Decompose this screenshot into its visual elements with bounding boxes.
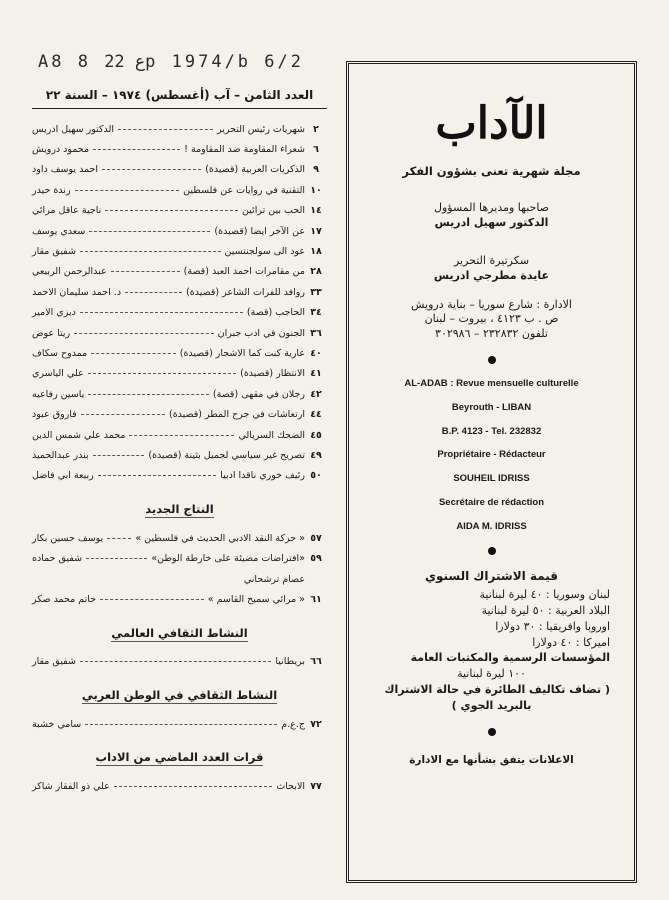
leader-dots: [74, 333, 214, 334]
toc-row: [32, 425, 327, 445]
leader-dots: [107, 538, 131, 539]
article-title: رجلان في مقهى (قصة): [212, 388, 305, 400]
toc-row: [32, 384, 327, 404]
article-author: شفيق حماده: [32, 553, 83, 565]
toc-row: [32, 303, 327, 323]
leader-dots: [114, 786, 272, 787]
latin-block: [349, 378, 634, 533]
leader-dots: [81, 414, 165, 415]
toc-row: [32, 445, 327, 465]
article-title: « مرائي سميح القاسم »: [207, 593, 305, 605]
article-title: شعراء المقاومة ضد المقاومة !: [184, 144, 305, 156]
ads-note: الاعلانات يتفق بشأنها مع الادارة: [409, 754, 574, 767]
owner-name: الدكتور سهيل ادريس: [434, 216, 549, 230]
article-title: ج.ع.م: [281, 718, 305, 730]
leader-dots: [75, 190, 180, 191]
article-title: «افتراضات مضيئة على خارطة الوطن»: [151, 553, 305, 565]
toc-new-list-2: [32, 589, 327, 609]
article-author: الدكتور سهيل ادريس: [32, 123, 115, 135]
toc-row: [32, 160, 327, 180]
toc-row: [32, 180, 327, 200]
sub-line: لبنان وسوريا : ٤٠ ليرة لبنانية: [479, 587, 610, 601]
page-number: ٤٢: [310, 388, 322, 400]
toc-readers-list: [32, 776, 327, 796]
subscription-rates: [349, 587, 634, 715]
page-number: ٣٦: [310, 327, 322, 339]
article-title: الحب بين ترائين: [241, 205, 305, 217]
article-title: من مقامرات احمد العبد (قصة): [183, 266, 305, 278]
leader-dots: [80, 661, 271, 662]
page-number: ٥٠: [310, 470, 322, 482]
toc-arab-list: [32, 714, 327, 734]
toc-row: [32, 343, 327, 363]
address-line-1: الادارة : شارع سوريا – بناية درويش: [411, 297, 572, 311]
latin-line-3: B.P. 4123 - Tel. 232832: [441, 425, 542, 437]
article-author: علي الياسري: [32, 368, 84, 380]
latin-line-2: Beyrouth - LIBAN: [451, 401, 532, 413]
magazine-logo: الآداب: [435, 98, 548, 149]
article-title: الذكريات العربية (قصيدة): [205, 164, 305, 176]
section-heading-readers: قرات العدد الماضي من الاداب: [95, 750, 264, 765]
toc-row: [32, 714, 327, 734]
sub-line: اميركا : ٤٠ دولارا: [532, 635, 610, 649]
leader-dots: [98, 475, 217, 476]
toc-row: [32, 323, 327, 343]
owner-block: [349, 200, 634, 231]
article-title: روافد للفرات الشاعر (قصيدة): [186, 286, 305, 298]
handwritten-call-number: A8 8 ع 22p 1974/b 6/2: [38, 52, 304, 72]
toc-extra-author: عصام ترشحاني: [243, 573, 305, 585]
leader-dots: [80, 251, 221, 252]
toc-row: [32, 466, 327, 486]
sub-line: ( تضاف تكاليف الطائرة في حالة الاشتراك: [384, 683, 610, 697]
page-number: ٥٧: [310, 532, 322, 544]
article-author: محمد علي شمس الدين: [32, 429, 126, 441]
article-title: الجنون في ادب جبران: [217, 327, 305, 339]
toc-row: [32, 404, 327, 424]
latin-owner: SOUHEIL IDRISS: [453, 473, 530, 485]
article-title: « حركة النقد الادبي الحديث في فلسطين »: [135, 532, 305, 544]
article-title: الضحك السريالي: [238, 429, 305, 441]
leader-dots: [88, 373, 236, 374]
leader-dots: [111, 271, 180, 272]
article-title: عارية كنت كما الاشجار (قصيدة): [179, 347, 305, 359]
toc-row: [32, 119, 327, 139]
article-author: رندة حيدر: [32, 184, 71, 196]
article-author: محمود درويش: [32, 144, 90, 156]
article-author: ربيعة ابي فاضل: [32, 470, 94, 482]
page-number: ٩: [313, 164, 319, 176]
latin-secretary-label: Secrétaire de rédaction: [438, 497, 545, 509]
article-author: حاتم محمد صكر: [32, 593, 97, 605]
section-heading-global: النشاط الثقافي العالمي: [111, 625, 248, 640]
article-author: سعدي يوسف: [32, 225, 86, 237]
article-author: شفيق مقار: [32, 246, 76, 258]
toc-row: [32, 652, 327, 672]
latin-line-1: AL-ADAB : Revue mensuelle culturelle: [404, 378, 579, 390]
article-author: بندر عبدالحميد: [32, 449, 89, 461]
latin-owner-label: Propriétaire - Rédacteur: [437, 449, 546, 461]
article-author: سامي خشبة: [32, 718, 82, 730]
page-number: ٧٧: [310, 781, 322, 793]
article-author: د. احمد سليمان الاحمد: [32, 286, 122, 298]
page-number: ٤٤: [310, 409, 322, 421]
article-author: ريتا عوض: [32, 327, 71, 339]
address-line-2: ص . ب ٤١٢٣ ، بيروت – لبنان: [424, 312, 559, 326]
toc-new-list: [32, 528, 327, 569]
sub-line: البلاد العربية : ٥٠ ليرة لبنانية: [481, 603, 610, 617]
toc-row: [32, 548, 327, 568]
leader-dots: [80, 312, 243, 313]
page-number: ٢٨: [310, 266, 322, 278]
article-author: عبدالرحمن الربيعي: [32, 266, 107, 278]
toc-row: [32, 528, 327, 548]
article-author: فاروق عبود: [32, 409, 77, 421]
leader-dots: [105, 210, 238, 211]
page-number: ٤٠: [310, 347, 322, 359]
article-title: رئيف خوري ناقدا ادبيا: [220, 470, 305, 482]
leader-dots: [93, 455, 145, 456]
article-title: تصريح غير سياسي لجميل بثينة (قصيدة): [148, 449, 305, 461]
secretary-block: [349, 253, 634, 284]
sub-line: اوروبا وافريقيا : ٣٠ دولارا: [495, 619, 610, 633]
section-heading-arab: النشاط الثقافي في الوطن العربي: [81, 687, 278, 702]
toc-row: [32, 589, 327, 609]
leader-dots: [102, 169, 201, 170]
article-title: بريطانيا: [275, 656, 305, 668]
page-number: ٣٣: [310, 286, 322, 298]
bullet-dot: [488, 728, 496, 736]
toc-row: [32, 221, 327, 241]
page-number: ٣٤: [310, 307, 322, 319]
article-title: الحاجب (قصة): [246, 307, 305, 319]
page-number: ٦: [313, 144, 319, 156]
bullet-dot: [488, 547, 496, 555]
page-number: ١٠: [310, 184, 322, 196]
article-author: ناجية عاقل مرائي: [32, 205, 102, 217]
leader-dots: [93, 149, 180, 150]
bullet-dot: [488, 356, 496, 364]
toc-main-list: [32, 119, 327, 486]
page-number: ٤١: [310, 368, 322, 380]
toc-row: [32, 201, 327, 221]
leader-dots: [100, 599, 204, 600]
page-number: ٤٩: [310, 449, 322, 461]
toc-row: [32, 776, 327, 796]
toc-row: [32, 241, 327, 261]
page-number: ٥٩: [310, 553, 322, 565]
page-number: ١٤: [310, 205, 322, 217]
leader-dots: [89, 231, 210, 232]
page-number: ١٨: [310, 246, 322, 258]
leader-dots: [91, 353, 175, 354]
article-author: ممدوح سكاف: [32, 347, 88, 359]
article-title: عن الآخر ايضا (قصيدة): [214, 225, 305, 237]
article-title: ارتعاشات في جرح المطر (قصيدة): [168, 409, 305, 421]
subscription-title: قيمة الاشتراك السنوي: [424, 568, 558, 583]
article-author: ياسين رفاعيه: [32, 388, 85, 400]
address-block: [349, 298, 634, 343]
owner-label: صاحبها ومديرها المسؤول: [433, 201, 550, 214]
toc-row: [32, 139, 327, 159]
leader-dots: [86, 558, 147, 559]
leader-dots: [85, 724, 277, 725]
secretary-label: سكرتيرة التحرير: [453, 253, 530, 267]
article-title: الابحاث: [276, 781, 305, 793]
article-author: شفيق مقار: [32, 656, 76, 668]
article-title: الانتظار (قصيدة): [240, 368, 305, 380]
secretary-name: عايدة مطرجي ادريس: [433, 269, 550, 283]
sub-line: المؤسسات الرسمية والمكتبات العامة: [410, 651, 610, 665]
page-number: ٢: [313, 123, 319, 135]
address-line-3: تلفون ٢٣٢٨٣٢ – ٣٠٢٩٨٦: [435, 327, 548, 341]
issue-line: العدد الثامن – آب (أغسطس) ١٩٧٤ – السنة ٢٢: [32, 84, 327, 109]
toc-global-list: [32, 652, 327, 672]
leader-dots: [129, 435, 234, 436]
sub-line: بالبريد الجوي ): [451, 699, 532, 713]
magazine-subtitle: مجلة شهرية تعنى بشؤون الفكر: [402, 164, 581, 178]
article-title: التقنية في روايات عن فلسطين: [183, 184, 305, 196]
toc-row: [32, 364, 327, 384]
leader-dots: [125, 292, 182, 293]
article-title: عود الى سولجنتسين: [224, 246, 305, 258]
sub-line: ١٠٠ ليرة لبنانية: [457, 667, 526, 681]
toc-row: [32, 282, 327, 302]
article-author: يوسف حسين بكار: [32, 532, 104, 544]
masthead-box: [346, 61, 637, 883]
article-author: ديزي الامير: [32, 307, 76, 319]
page-number: ٤٥: [310, 429, 322, 441]
article-title: شهريات رئيس التحرير: [217, 123, 305, 135]
section-heading-new: النتاج الجديد: [145, 502, 214, 517]
page-number: ٧٢: [310, 718, 322, 730]
article-author: احمد يوسف داود: [32, 164, 99, 176]
leader-dots: [88, 394, 209, 395]
page-number: ٦٦: [310, 656, 322, 668]
leader-dots: [118, 129, 213, 130]
page-number: ٦١: [310, 593, 322, 605]
article-author: علي ذو الفقار شاكر: [32, 781, 110, 793]
table-of-contents: [32, 84, 327, 797]
page-number: ١٧: [310, 225, 322, 237]
toc-row: [32, 262, 327, 282]
latin-secretary: AIDA M. IDRISS: [456, 520, 527, 532]
